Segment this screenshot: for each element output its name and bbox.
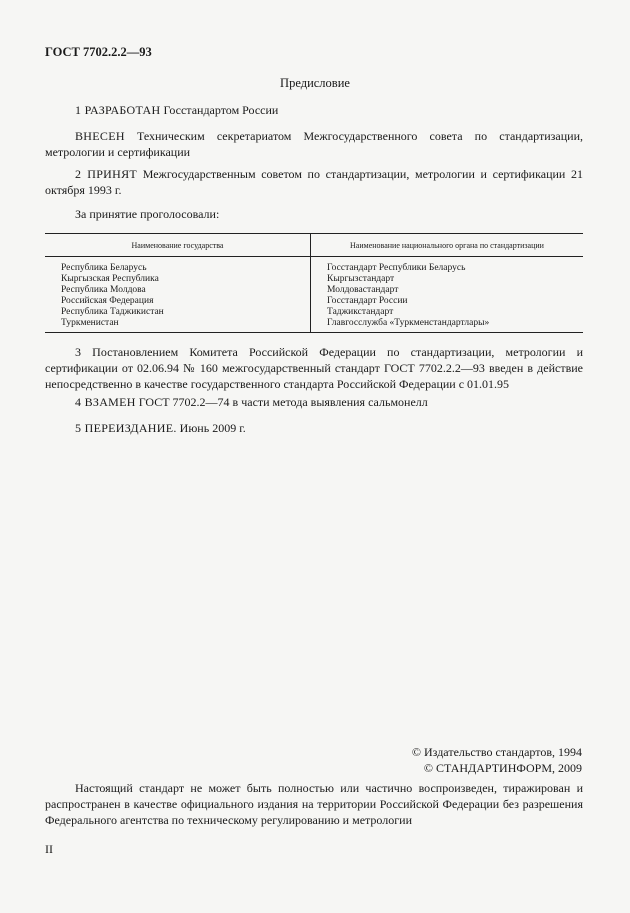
adopted-label: 2 ПРИНЯТ xyxy=(75,167,138,181)
reproduction-notice: Настоящий стандарт не может быть полностью или частично воспроизведен, тиражирован и распространен в качестве официального издания на территории Российской Федерации без разрешения Федерального агентства по техническому регулированию и метрологии xyxy=(45,781,583,827)
page-title: Предисловие xyxy=(280,76,350,90)
table-row-state: Туркменистан xyxy=(61,318,119,328)
developed-label: 1 РАЗРАБОТАН xyxy=(75,103,161,117)
voting-states-table xyxy=(45,233,583,333)
table-row-state: Российская Федерация xyxy=(61,296,154,306)
copyright-line: © СТАНДАРТИНФОРМ, 2009 xyxy=(423,761,582,775)
reissue-label: 5 ПЕРЕИЗДАНИЕ. xyxy=(75,421,177,435)
submitted-text: Техническим секретариатом Межгосударственного совета по стандартизации, метрологии и сертификации xyxy=(45,129,583,159)
replaces-label: 4 ВЗАМЕН xyxy=(75,395,136,409)
table-row-state: Республика Таджикистан xyxy=(61,307,164,317)
table-header-state: Наименование государства xyxy=(45,234,311,257)
reissue-text: Июнь 2009 г. xyxy=(176,421,246,435)
paragraph-resolution: 3 Постановлением Комитета Российской Федерации по стандартизации, метрологии и сертификации от 02.06.94 № 160 межгосударственный стандарт ГОСТ 7702.2.2—93 введен в действие непосредственно в качестве государственного стандарта Российской Федерации с 01.01.95 xyxy=(45,345,583,391)
adopted-text: Межгосударственным советом по стандартизации, метрологии и сертификации 21 октября 1993 г. xyxy=(45,167,583,197)
table-row-organ: Главгосслужба «Туркменстандартлары» xyxy=(327,318,490,328)
organs-column xyxy=(311,257,584,333)
voted-line: За принятие проголосовали: xyxy=(75,207,220,221)
table-row-state: Кыргызская Республика xyxy=(61,274,159,284)
paragraph-replaces xyxy=(45,394,583,410)
paragraph-adopted xyxy=(45,166,583,198)
developed-text: Госстандартом России xyxy=(160,103,279,117)
table-row-organ: Кыргызстандарт xyxy=(327,274,395,284)
paragraph-reissue xyxy=(45,420,583,436)
replaces-text: ГОСТ 7702.2—74 в части метода выявления сальмонелл xyxy=(135,395,428,409)
table-row-state: Республика Беларусь xyxy=(61,263,147,273)
page-number: II xyxy=(45,842,53,856)
copyright-line: © Издательство стандартов, 1994 xyxy=(411,745,582,759)
table-row-organ: Госстандарт Республики Беларусь xyxy=(327,263,466,273)
paragraph-submitted xyxy=(45,128,583,160)
table-row-organ: Таджикстандарт xyxy=(327,307,394,317)
table-row-organ: Госстандарт России xyxy=(327,296,408,306)
table-row-organ: Молдовастандарт xyxy=(327,285,399,295)
states-column xyxy=(45,257,311,333)
paragraph-developed xyxy=(45,102,583,118)
standard-code-header: ГОСТ 7702.2.2—93 xyxy=(45,45,152,59)
submitted-label: ВНЕСЕН xyxy=(75,129,125,143)
table-row-state: Республика Молдова xyxy=(61,285,146,295)
table-header-organ: Наименование национального органа по стандартизации xyxy=(311,234,584,257)
copyright-block xyxy=(412,744,582,776)
